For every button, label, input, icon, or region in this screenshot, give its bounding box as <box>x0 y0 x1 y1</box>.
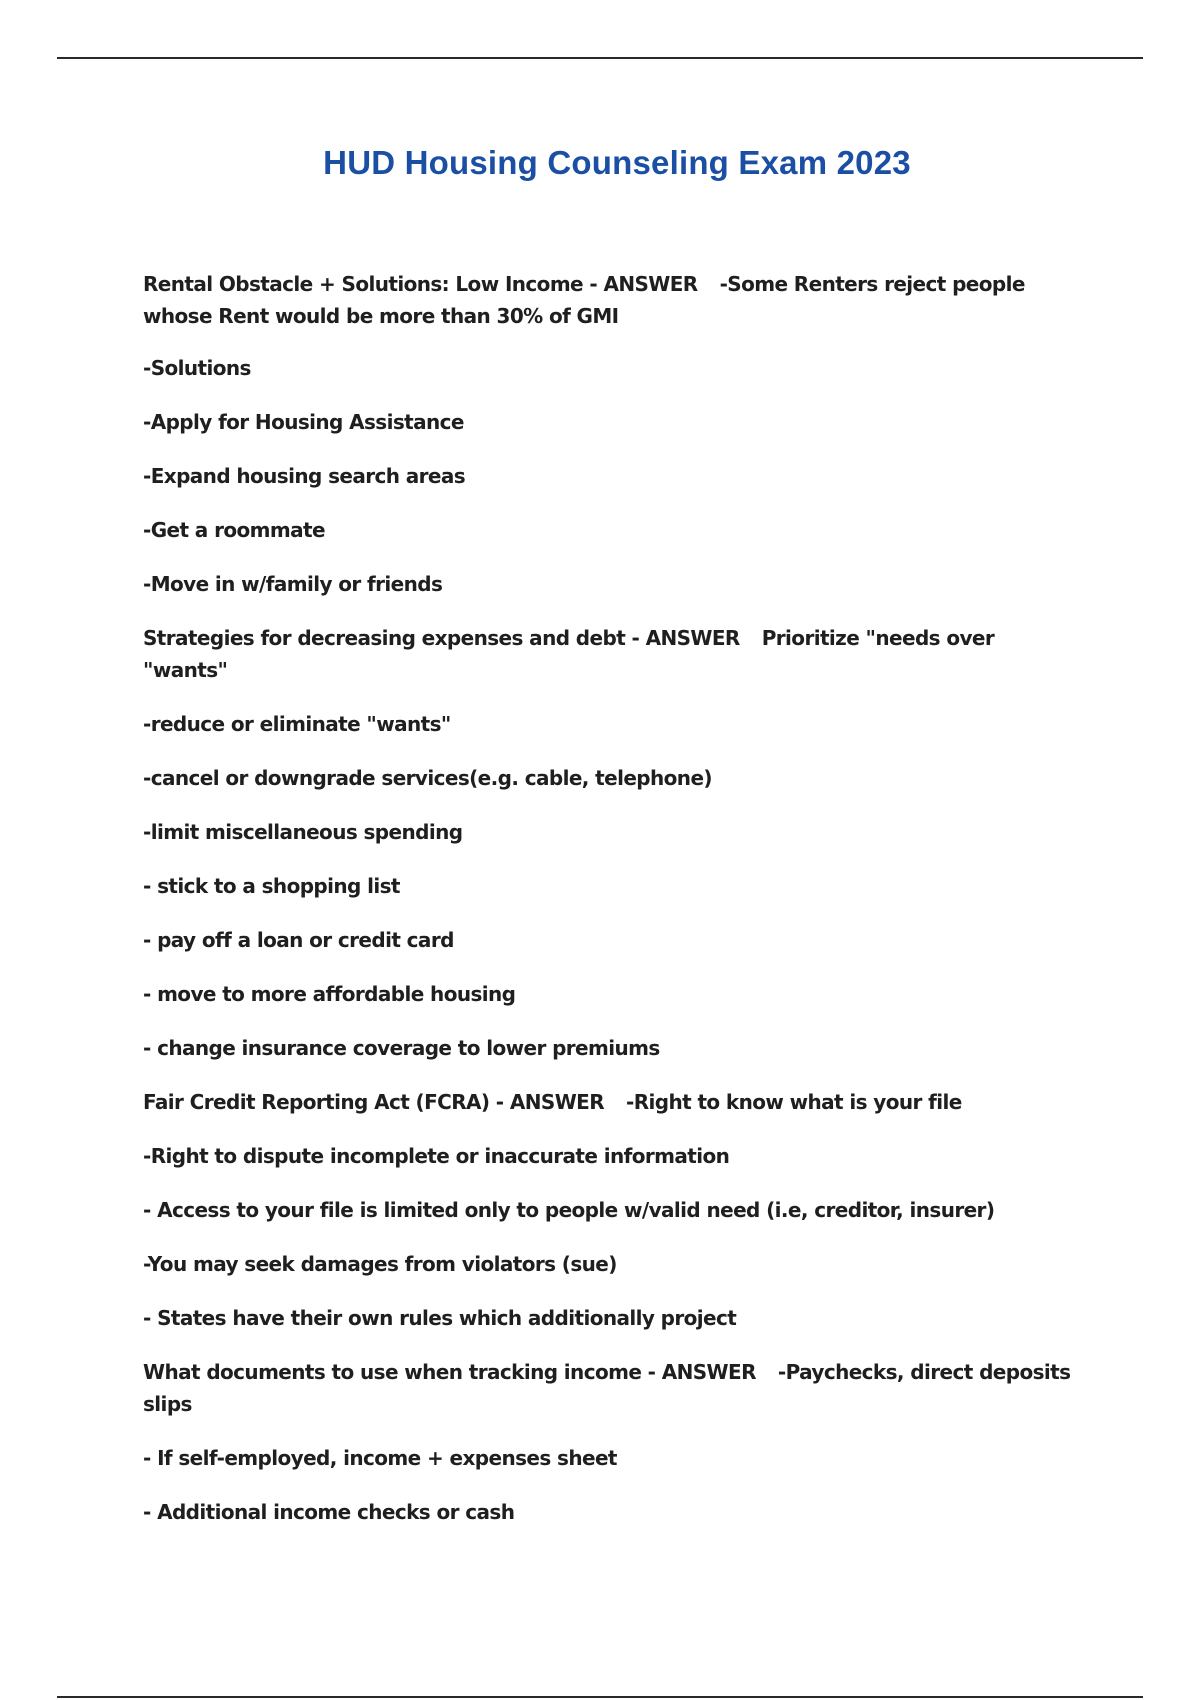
question-text: What documents to use when tracking income - ANSWER <box>143 1360 756 1384</box>
list-item: - pay off a loan or credit card <box>143 928 454 952</box>
list-item: -Apply for Housing Assistance <box>143 410 464 434</box>
list-item: - States have their own rules which additionally project <box>143 1306 737 1330</box>
list-item: - stick to a shopping list <box>143 874 400 898</box>
list-item: -Get a roommate <box>143 518 325 542</box>
list-item: -limit miscellaneous spending <box>143 820 463 844</box>
qa-line <box>143 1086 1083 1118</box>
list-item: -You may seek damages from violators (sue) <box>143 1252 617 1276</box>
list-item: - change insurance coverage to lower premiums <box>143 1036 660 1060</box>
list-item: - Access to your file is limited only to people w/valid need (i.e, creditor, insurer) <box>143 1198 995 1222</box>
list-item: -Solutions <box>143 356 251 380</box>
list-item: -reduce or eliminate "wants" <box>143 712 451 736</box>
list-item: - If self-employed, income + expenses sheet <box>143 1446 617 1470</box>
document-title: HUD Housing Counseling Exam 2023 <box>323 144 911 181</box>
answer-text: -Paychecks, direct deposits slips <box>143 1360 1077 1416</box>
answer-text: Prioritize "needs over "wants" <box>143 626 1001 682</box>
list-item: -Move in w/family or friends <box>143 572 443 596</box>
qa-line <box>143 268 1083 332</box>
question-text: Fair Credit Reporting Act (FCRA) - ANSWER <box>143 1090 605 1114</box>
top-rule <box>57 57 1143 59</box>
list-item: - move to more affordable housing <box>143 982 516 1006</box>
qa-line <box>143 1356 1083 1420</box>
answer-text: -Right to know what is your file <box>626 1090 962 1114</box>
question-text: Rental Obstacle + Solutions: Low Income - ANSWER <box>143 272 698 296</box>
list-item: -cancel or downgrade services(e.g. cable, telephone) <box>143 766 712 790</box>
list-item: -Right to dispute incomplete or inaccurate information <box>143 1144 730 1168</box>
list-item: - Additional income checks or cash <box>143 1500 515 1524</box>
question-text: Strategies for decreasing expenses and debt - ANSWER <box>143 626 740 650</box>
list-item: -Expand housing search areas <box>143 464 466 488</box>
bottom-rule <box>57 1696 1143 1698</box>
document-body <box>143 268 1083 1550</box>
qa-line <box>143 622 1083 686</box>
answer-text: -Some Renters reject people whose Rent would be more than 30% of GMI <box>143 272 1032 328</box>
